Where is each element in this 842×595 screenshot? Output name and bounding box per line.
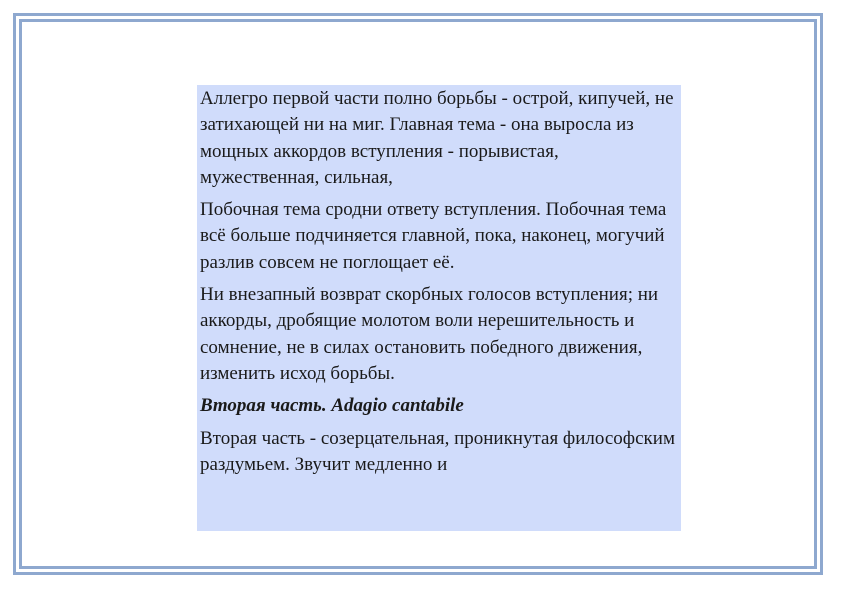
text-box xyxy=(197,85,681,531)
paragraph-allegro: Аллегро первой части полно борьбы - острой, кипучей, не затихающей ни на миг. Главная тема - она выросла из мощных аккордов вступления - порывистая, мужественная, сильная, xyxy=(200,88,674,188)
paragraph-secondary-theme: Побочная тема сродни ответу вступления. Побочная тема всё больше подчиняется главной, пока, наконец, могучий разлив совсем не поглощает её. xyxy=(200,199,667,273)
paragraph-sudden-return: Ни внезапный возврат скорбных голосов вступления; ни аккорды, дробящие молотом воли нерешительность и сомнение, не в силах остановить победного движения, изменить исход борьбы. xyxy=(200,284,659,384)
section-heading: Вторая часть. Adagio cantabile xyxy=(200,395,464,417)
paragraph-second-part: Вторая часть - созерцательная, проникнутая философским раздумьем. Звучит медленно и xyxy=(200,427,675,475)
